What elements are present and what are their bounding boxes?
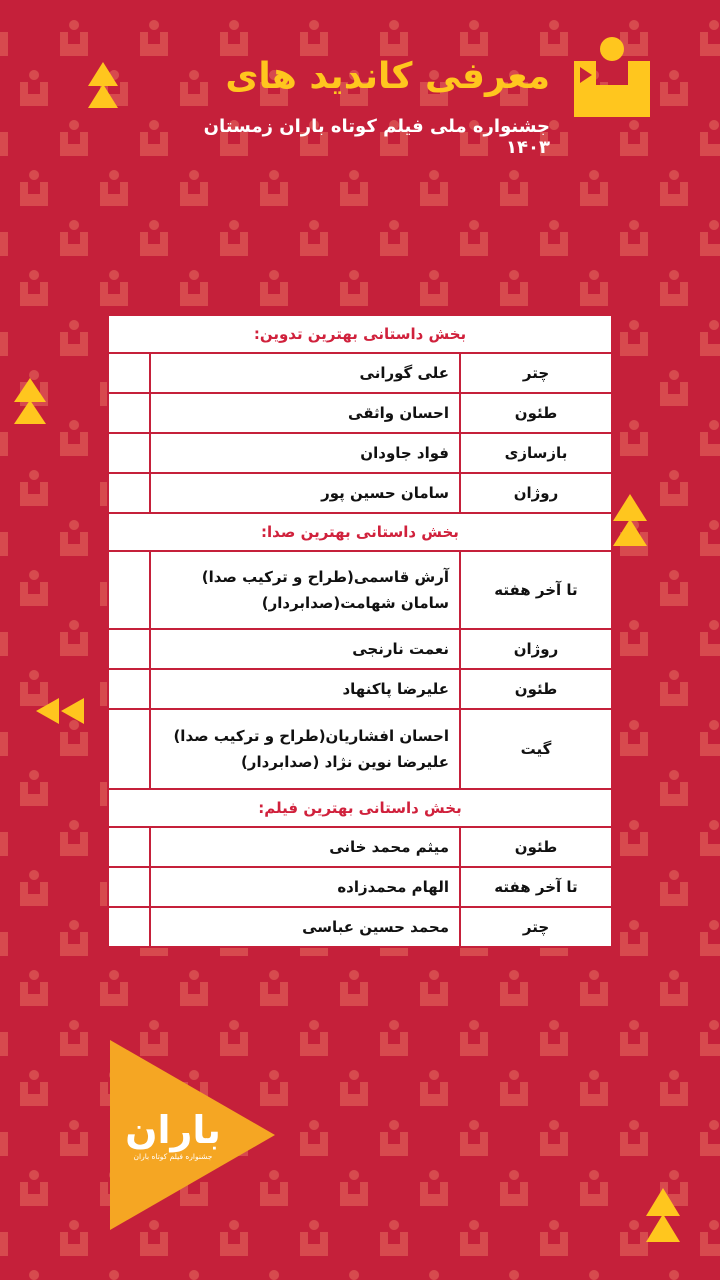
- candidate-name: سامان حسین پور: [150, 473, 460, 513]
- pattern-motif: [300, 1220, 328, 1256]
- pattern-motif: [0, 920, 8, 956]
- pattern-motif: [60, 220, 88, 256]
- pattern-motif: [20, 1070, 48, 1106]
- pattern-motif: [660, 470, 688, 506]
- pattern-motif: [20, 770, 48, 806]
- film-title: چتر: [460, 353, 612, 393]
- pattern-motif: [20, 970, 48, 1006]
- pattern-motif: [420, 270, 448, 306]
- empty-cell: [108, 353, 150, 393]
- pattern-motif: [700, 720, 720, 756]
- empty-cell: [108, 629, 150, 669]
- candidate-name: احسان افشاریان(طراح و ترکیب صدا) علیرضا نوین نژاد (صدابردار): [150, 709, 460, 789]
- pattern-motif: [700, 1220, 720, 1256]
- pattern-motif: [340, 1270, 368, 1280]
- pattern-motif: [420, 970, 448, 1006]
- brand-name: باران: [125, 1108, 221, 1152]
- pattern-motif: [620, 120, 648, 156]
- pattern-motif: [100, 270, 128, 306]
- pattern-motif: [60, 1120, 88, 1156]
- pattern-motif: [20, 470, 48, 506]
- pattern-motif: [620, 220, 648, 256]
- pattern-motif: [420, 1070, 448, 1106]
- pattern-motif: [0, 220, 8, 256]
- pattern-motif: [20, 1270, 48, 1280]
- pattern-motif: [700, 920, 720, 956]
- empty-cell: [108, 393, 150, 433]
- pattern-motif: [260, 970, 288, 1006]
- pattern-motif: [0, 720, 8, 756]
- pattern-motif: [460, 1220, 488, 1256]
- pattern-motif: [380, 20, 408, 56]
- pattern-motif: [300, 220, 328, 256]
- pattern-motif: [620, 1020, 648, 1056]
- pattern-motif: [0, 1220, 8, 1256]
- pattern-motif: [500, 270, 528, 306]
- pattern-motif: [0, 1020, 8, 1056]
- pattern-motif: [460, 1120, 488, 1156]
- pattern-motif: [180, 970, 208, 1006]
- pattern-motif: [580, 1070, 608, 1106]
- page-title: معرفی کاندید های: [225, 56, 550, 97]
- brand-tagline: جشنواره فیلم کوتاه باران: [133, 1152, 213, 1161]
- pattern-motif: [380, 1020, 408, 1056]
- pattern-motif: [380, 1120, 408, 1156]
- pattern-motif: [340, 170, 368, 206]
- pattern-motif: [340, 270, 368, 306]
- candidate-name: علیرضا پاکنهاد: [150, 669, 460, 709]
- pattern-motif: [20, 1170, 48, 1206]
- pattern-motif: [300, 20, 328, 56]
- pattern-motif: [100, 1270, 128, 1280]
- empty-cell: [108, 433, 150, 473]
- pattern-motif: [660, 1270, 688, 1280]
- pattern-motif: [540, 1220, 568, 1256]
- pattern-motif: [660, 870, 688, 906]
- empty-cell: [108, 827, 150, 867]
- pattern-motif: [500, 970, 528, 1006]
- pattern-motif: [700, 820, 720, 856]
- pattern-motif: [660, 270, 688, 306]
- pattern-motif: [340, 1170, 368, 1206]
- pattern-motif: [60, 1020, 88, 1056]
- pattern-motif: [300, 1020, 328, 1056]
- pattern-motif: [0, 420, 8, 456]
- pattern-motif: [660, 570, 688, 606]
- pattern-motif: [260, 170, 288, 206]
- pattern-motif: [0, 20, 8, 56]
- pattern-motif: [0, 120, 8, 156]
- empty-cell: [108, 551, 150, 629]
- pattern-motif: [580, 1170, 608, 1206]
- candidate-name: فواد جاودان: [150, 433, 460, 473]
- festival-logo-icon: [574, 33, 650, 117]
- pattern-motif: [700, 320, 720, 356]
- pattern-motif: [0, 320, 8, 356]
- pattern-motif: [500, 1070, 528, 1106]
- pattern-motif: [0, 520, 8, 556]
- pattern-motif: [580, 170, 608, 206]
- pattern-motif: [500, 170, 528, 206]
- section-title: بخش داستانی بهترین صدا:: [108, 513, 612, 551]
- candidate-name: الهام محمدزاده: [150, 867, 460, 907]
- pattern-motif: [220, 20, 248, 56]
- pattern-motif: [20, 170, 48, 206]
- pattern-motif: [380, 1220, 408, 1256]
- rewind-decoration: [61, 698, 84, 724]
- triangle-decoration: [613, 494, 647, 521]
- candidate-name: احسان واثقی: [150, 393, 460, 433]
- film-title: چتر: [460, 907, 612, 947]
- section-title: بخش داستانی بهترین فیلم:: [108, 789, 612, 827]
- pattern-motif: [60, 620, 88, 656]
- pattern-motif: [60, 120, 88, 156]
- pattern-motif: [260, 1270, 288, 1280]
- pattern-motif: [620, 720, 648, 756]
- pattern-motif: [660, 1070, 688, 1106]
- empty-cell: [108, 907, 150, 947]
- empty-cell: [108, 867, 150, 907]
- pattern-motif: [500, 1270, 528, 1280]
- candidate-name: علی گورانی: [150, 353, 460, 393]
- pattern-motif: [620, 1220, 648, 1256]
- pattern-motif: [700, 120, 720, 156]
- candidate-name: محمد حسین عباسی: [150, 907, 460, 947]
- pattern-motif: [660, 70, 688, 106]
- pattern-motif: [60, 520, 88, 556]
- pattern-motif: [660, 370, 688, 406]
- film-title: بازسازی: [460, 433, 612, 473]
- pattern-motif: [140, 20, 168, 56]
- pattern-motif: [140, 220, 168, 256]
- pattern-motif: [460, 1020, 488, 1056]
- pattern-motif: [420, 1170, 448, 1206]
- pattern-motif: [0, 620, 8, 656]
- pattern-motif: [660, 770, 688, 806]
- pattern-motif: [60, 320, 88, 356]
- pattern-motif: [700, 420, 720, 456]
- pattern-motif: [340, 970, 368, 1006]
- pattern-motif: [620, 420, 648, 456]
- pattern-motif: [620, 620, 648, 656]
- empty-cell: [108, 473, 150, 513]
- pattern-motif: [20, 70, 48, 106]
- pattern-motif: [580, 270, 608, 306]
- pattern-motif: [20, 870, 48, 906]
- pattern-motif: [60, 820, 88, 856]
- film-title: روژان: [460, 473, 612, 513]
- pattern-motif: [380, 220, 408, 256]
- pattern-motif: [220, 220, 248, 256]
- pattern-motif: [540, 20, 568, 56]
- pattern-motif: [660, 970, 688, 1006]
- page-subtitle: جشنواره ملی فیلم کوتاه باران زمستان ۱۴۰۳: [203, 116, 550, 158]
- pattern-motif: [20, 270, 48, 306]
- pattern-motif: [700, 220, 720, 256]
- pattern-motif: [620, 820, 648, 856]
- pattern-motif: [420, 1270, 448, 1280]
- film-title: تا آخر هفته: [460, 551, 612, 629]
- pattern-motif: [340, 1070, 368, 1106]
- film-title: طئون: [460, 393, 612, 433]
- pattern-motif: [460, 20, 488, 56]
- pattern-motif: [60, 420, 88, 456]
- pattern-motif: [300, 1120, 328, 1156]
- pattern-motif: [60, 1220, 88, 1256]
- pattern-motif: [700, 1020, 720, 1056]
- pattern-motif: [620, 920, 648, 956]
- pattern-motif: [20, 570, 48, 606]
- pattern-motif: [420, 170, 448, 206]
- brand-logo: [118, 1110, 228, 1161]
- pattern-motif: [660, 170, 688, 206]
- pattern-motif: [700, 20, 720, 56]
- pattern-motif: [620, 320, 648, 356]
- pattern-motif: [660, 670, 688, 706]
- pattern-motif: [700, 620, 720, 656]
- film-title: تا آخر هفته: [460, 867, 612, 907]
- film-title: روژان: [460, 629, 612, 669]
- candidate-name: میثم محمد خانی: [150, 827, 460, 867]
- pattern-motif: [500, 1170, 528, 1206]
- pattern-motif: [180, 1270, 208, 1280]
- film-title: گیت: [460, 709, 612, 789]
- pattern-motif: [580, 1270, 608, 1280]
- pattern-motif: [260, 270, 288, 306]
- pattern-motif: [700, 520, 720, 556]
- pattern-motif: [180, 270, 208, 306]
- pattern-motif: [0, 820, 8, 856]
- pattern-motif: [540, 1120, 568, 1156]
- pattern-motif: [180, 170, 208, 206]
- pattern-motif: [60, 920, 88, 956]
- pattern-motif: [100, 170, 128, 206]
- pattern-motif: [20, 670, 48, 706]
- empty-cell: [108, 709, 150, 789]
- editing-candidates-table: [107, 314, 613, 948]
- pattern-motif: [620, 1120, 648, 1156]
- triangle-decoration: [646, 1214, 680, 1242]
- pattern-motif: [460, 220, 488, 256]
- pattern-motif: [700, 1120, 720, 1156]
- candidate-name: آرش قاسمی(طراح و ترکیب صدا) سامان شهامت(صدابردار): [150, 551, 460, 629]
- pattern-motif: [540, 1020, 568, 1056]
- candidate-name: نعمت نارنجی: [150, 629, 460, 669]
- empty-cell: [108, 669, 150, 709]
- pattern-motif: [60, 720, 88, 756]
- film-title: طئون: [460, 827, 612, 867]
- pattern-motif: [100, 970, 128, 1006]
- section-title: بخش داستانی بهترین تدوین:: [108, 315, 612, 353]
- pattern-motif: [60, 20, 88, 56]
- pattern-motif: [0, 1120, 8, 1156]
- film-title: طئون: [460, 669, 612, 709]
- pattern-motif: [540, 220, 568, 256]
- pattern-motif: [580, 970, 608, 1006]
